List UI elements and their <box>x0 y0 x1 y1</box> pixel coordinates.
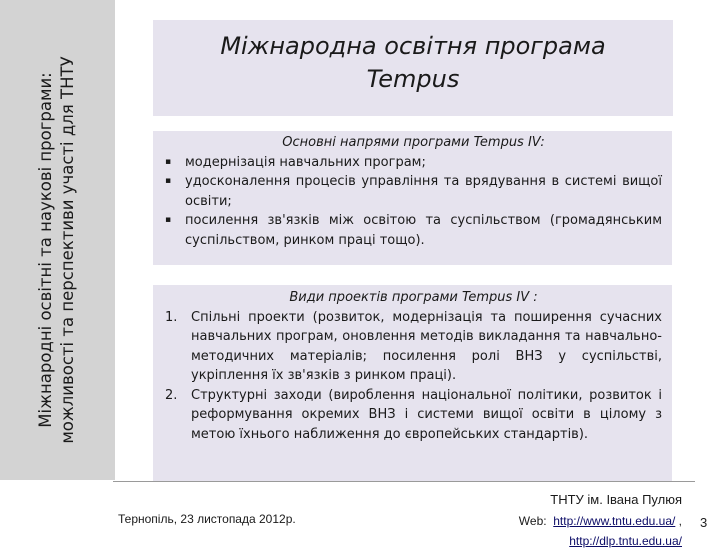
slide-title-box <box>153 20 673 116</box>
list-item: 2. Структурні заходи (вироблення національної політики, розвиток і реформування окремих ВНЗ і системи вищої освіти в цілому з метою їхнього наближення до європейських стандартів). <box>165 387 662 442</box>
link-separator: , <box>675 514 682 528</box>
list-item: ▪ посилення зв'язків між освітою та суспільством (громадянським суспільством, ринком праці тощо). <box>165 213 662 248</box>
bullet-icon: ▪ <box>165 156 172 167</box>
footer-date: Тернопіль, 23 листопада 2012р. <box>118 512 296 526</box>
directions-heading: Основні напрями програми Tempus IV: <box>282 135 545 150</box>
tntu-link[interactable]: http://www.tntu.edu.ua/ <box>553 514 676 528</box>
project-types-heading: Види проектів програми Tempus IV : <box>289 290 538 305</box>
item-number: 1. <box>165 309 178 325</box>
directions-box <box>153 131 672 265</box>
project-types-list <box>165 308 662 445</box>
list-item: 1. Спільні проекти (розвиток, модернізація та поширення сучасних навчальних програм, оновлення методів викладання та навчально-методичних матеріалів; посилення ролі ВНЗ у суспільстві, укріплення їх зв'язків з ринком праці). <box>165 309 662 383</box>
footer-web <box>519 511 682 551</box>
slide-title-line2: Tempus <box>366 65 460 93</box>
list-item: ▪ удосконалення процесів управління та врядування в системі вищої освіти; <box>165 174 662 209</box>
slide-title-line1: Міжнародна освітня програма <box>220 32 606 60</box>
sidebar-title <box>0 0 115 480</box>
footer-divider <box>113 481 695 482</box>
item-number: 2. <box>165 387 178 403</box>
sidebar-title-line1: Міжнародні освітні та наукові програми: <box>36 72 55 428</box>
list-item: ▪ модернізація навчальних програм; <box>165 153 662 173</box>
bullet-icon: ▪ <box>165 176 172 186</box>
sidebar-title-line2: можливості та перспективи участі для ТНТУ <box>58 56 77 444</box>
slide-title <box>153 30 673 96</box>
page-number: 3 <box>700 515 708 530</box>
footer-university: ТНТУ ім. Івана Пулюя <box>550 492 682 507</box>
web-label: Web: <box>518 514 547 528</box>
bullet-icon: ▪ <box>165 215 172 225</box>
project-types-box <box>153 285 672 482</box>
directions-list <box>165 153 662 251</box>
dlp-link[interactable]: http://dlp.tntu.edu.ua/ <box>569 534 682 548</box>
